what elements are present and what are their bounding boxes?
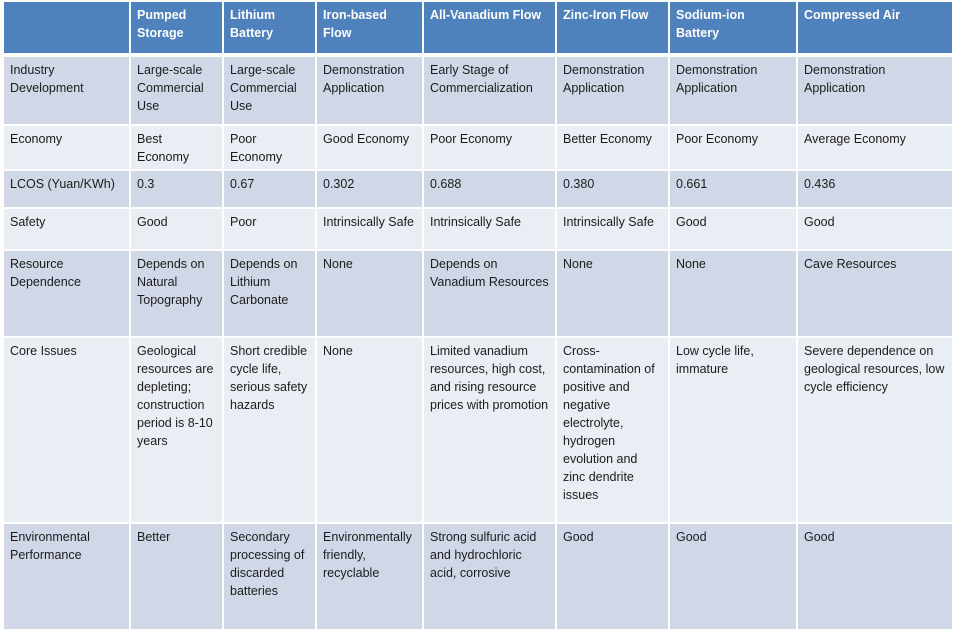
table-row — [3, 170, 953, 208]
header-cell-pumped-storage: Pumped Storage — [130, 1, 223, 55]
table-cell: Poor Economy — [223, 125, 316, 170]
table-row — [3, 208, 953, 250]
table-cell: Poor — [223, 208, 316, 250]
table-cell: Demonstration Application — [797, 55, 953, 125]
table-cell: Intrinsically Safe — [556, 208, 669, 250]
table-cell: Cross-contamination of positive and negative electrolyte, hydrogen evolution and zinc dendrite issues — [556, 337, 669, 523]
table-cell: Better Economy — [556, 125, 669, 170]
header-cell-lithium-battery: Lithium Battery — [223, 1, 316, 55]
table-cell: 0.302 — [316, 170, 423, 208]
table-cell: Good Economy — [316, 125, 423, 170]
table-cell: Good — [556, 523, 669, 630]
row-label: Core Issues — [3, 337, 130, 523]
table-cell: Secondary processing of discarded batteries — [223, 523, 316, 630]
header-cell-corner — [3, 1, 130, 55]
header-cell-sodium-ion-battery: Sodium-ion Battery — [669, 1, 797, 55]
table-cell: Depends on Natural Topography — [130, 250, 223, 337]
table-cell: Good — [797, 523, 953, 630]
row-label: Industry Development — [3, 55, 130, 125]
table-cell: 0.3 — [130, 170, 223, 208]
table-cell: 0.380 — [556, 170, 669, 208]
table-row — [3, 125, 953, 170]
table-cell: Large-scale Commercial Use — [223, 55, 316, 125]
table-cell: Depends on Vanadium Resources — [423, 250, 556, 337]
table-cell: Strong sulfuric acid and hydrochloric acid, corrosive — [423, 523, 556, 630]
table-cell: Intrinsically Safe — [423, 208, 556, 250]
table-cell: None — [669, 250, 797, 337]
table-cell: Severe dependence on geological resources, low cycle efficiency — [797, 337, 953, 523]
table-cell: None — [316, 250, 423, 337]
table-cell: Depends on Lithium Carbonate — [223, 250, 316, 337]
header-cell-all-vanadium-flow: All-Vanadium Flow — [423, 1, 556, 55]
table-row — [3, 523, 953, 630]
table-cell: Low cycle life, immature — [669, 337, 797, 523]
table-cell: Demonstration Application — [316, 55, 423, 125]
table-cell: Early Stage of Commercialization — [423, 55, 556, 125]
table-cell: Poor Economy — [423, 125, 556, 170]
header-cell-compressed-air: Compressed Air — [797, 1, 953, 55]
table-cell: 0.67 — [223, 170, 316, 208]
table-cell: None — [556, 250, 669, 337]
table-cell: Good — [130, 208, 223, 250]
table-cell: 0.688 — [423, 170, 556, 208]
table-cell: Short credible cycle life, serious safety hazards — [223, 337, 316, 523]
table-cell: Best Economy — [130, 125, 223, 170]
header-cell-iron-based-flow: Iron-based Flow — [316, 1, 423, 55]
table-cell: Better — [130, 523, 223, 630]
row-label: Economy — [3, 125, 130, 170]
table-cell: Environmentally friendly, recyclable — [316, 523, 423, 630]
row-label: LCOS (Yuan/KWh) — [3, 170, 130, 208]
table-cell: Good — [669, 523, 797, 630]
table-cell: Average Economy — [797, 125, 953, 170]
table-cell: Good — [669, 208, 797, 250]
table-cell: Demonstration Application — [669, 55, 797, 125]
row-label: Environmental Performance — [3, 523, 130, 630]
row-label: Safety — [3, 208, 130, 250]
table-cell: Geological resources are depleting; construction period is 8-10 years — [130, 337, 223, 523]
table-row — [3, 55, 953, 125]
row-label: Resource Dependence — [3, 250, 130, 337]
table-row — [3, 337, 953, 523]
table-cell: Good — [797, 208, 953, 250]
comparison-table-container — [2, 0, 952, 627]
table-cell: Intrinsically Safe — [316, 208, 423, 250]
table-cell: 0.436 — [797, 170, 953, 208]
table-cell: None — [316, 337, 423, 523]
energy-storage-comparison-table — [2, 0, 954, 631]
header-cell-zinc-iron-flow: Zinc-Iron Flow — [556, 1, 669, 55]
header-row — [3, 1, 953, 55]
table-row — [3, 250, 953, 337]
table-cell: Large-scale Commercial Use — [130, 55, 223, 125]
table-cell: Poor Economy — [669, 125, 797, 170]
table-cell: Cave Resources — [797, 250, 953, 337]
table-cell: Demonstration Application — [556, 55, 669, 125]
table-cell: Limited vanadium resources, high cost, and rising resource prices with promotion — [423, 337, 556, 523]
table-cell: 0.661 — [669, 170, 797, 208]
